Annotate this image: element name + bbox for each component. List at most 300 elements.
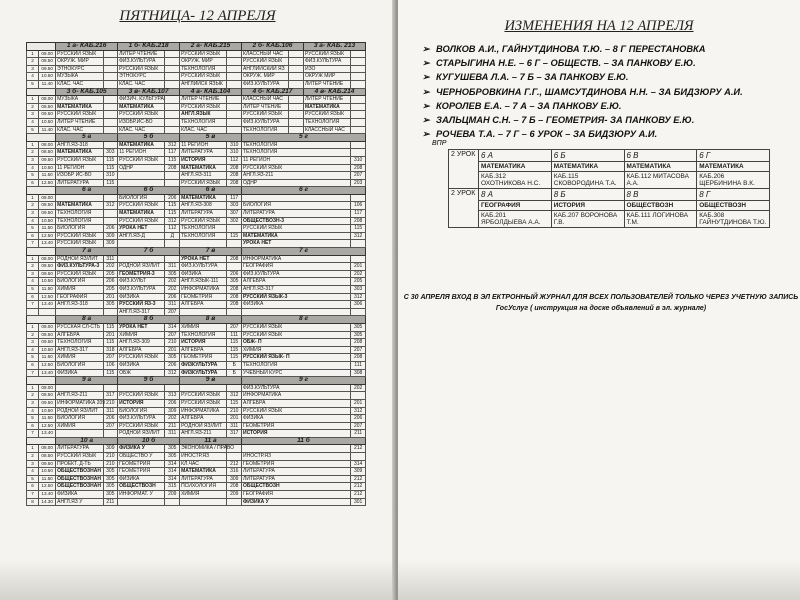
subject-cell: МАТЕМАТИКА — [56, 103, 103, 111]
lesson-number: 3 — [27, 111, 39, 119]
subject-cell: МАТЕМАТИКА — [303, 103, 350, 111]
lesson-time: 11.50 — [39, 415, 56, 423]
subject-cell: ОДНР — [242, 179, 351, 187]
subject-cell: МАТЕМАТИКА — [118, 210, 165, 218]
subject-cell: ЛИТЕР ЧТЕНИЕ — [180, 96, 227, 104]
change-text: РОЧЕВА Т.А. – 7 Г – 6 УРОК – ЗА БИДЗЮРУ А.И. — [436, 129, 658, 140]
arrow-bullet-icon: ➢ — [422, 129, 430, 140]
room-cell: 115 — [103, 156, 118, 164]
room-cell: 207 — [165, 331, 180, 339]
room-cell — [351, 255, 366, 263]
lesson-row — [27, 58, 366, 66]
subject-cell: ЭТНОКУРС — [56, 65, 103, 73]
vpr-class: 6 Г — [697, 150, 770, 162]
room-cell — [103, 384, 118, 392]
vpr-room-row — [449, 211, 770, 228]
change-item — [422, 127, 743, 141]
lesson-time: 09.50 — [39, 111, 56, 119]
room-cell: 117 — [227, 194, 242, 202]
subject-cell: ФИЗИКА — [118, 475, 165, 483]
lesson-number: 4 — [27, 278, 39, 286]
lesson-number: 5 — [27, 415, 39, 423]
subject-cell: РОДНОЙ ЯЗ/ЛИТ — [118, 430, 165, 438]
arrow-bullet-icon: ➢ — [422, 115, 430, 126]
room-cell: 309 — [227, 475, 242, 483]
lesson-row — [27, 323, 366, 331]
room-cell: 309 — [103, 232, 118, 240]
room-cell — [165, 96, 180, 104]
vpr-room: КАБ.206 ЩЕРБИНИНА В.К. — [697, 172, 770, 189]
change-text: КОРОЛЕВ Е.А. – 7 А – ЗА ПАНКОВУ Е.Ю. — [436, 100, 622, 111]
room-cell — [351, 453, 366, 461]
room-cell: 203 — [351, 179, 366, 187]
subject-cell: ГЕОМЕТРИЯ — [180, 354, 227, 362]
room-cell: 308 — [351, 369, 366, 377]
lesson-row — [27, 475, 366, 483]
room-cell: 303 — [227, 202, 242, 210]
room-cell: 305 — [165, 445, 180, 453]
room-cell: 115 — [165, 210, 180, 218]
room-cell: 201 — [227, 415, 242, 423]
subject-cell: МАТЕМАТИКА — [242, 232, 351, 240]
subject-cell: ИНФОРМАТИКА — [242, 392, 351, 400]
vpr-lesson-label: 2 УРОК — [449, 189, 479, 228]
subject-cell: ПРОЕКТ. Д-ТЬ — [56, 460, 103, 468]
class-header: 5 в — [180, 134, 242, 142]
room-cell: 117 — [165, 149, 180, 157]
lesson-number: 6 — [27, 232, 39, 240]
lesson-row — [27, 80, 366, 88]
subject-cell: ФИЗ.КУЛЬТУРА — [303, 58, 350, 66]
room-cell: 111 — [227, 331, 242, 339]
subject-cell: ОБЩЕСТВОЗН-3 — [242, 217, 351, 225]
room-cell: 205 — [351, 278, 366, 286]
subject-cell: МАТЕМАТИКА — [56, 149, 103, 157]
room-cell — [103, 430, 118, 438]
room-cell: 311 — [165, 301, 180, 309]
subject-cell: КЛАС. ЧАС — [56, 80, 103, 88]
subject-cell: ФИЗИКА — [118, 361, 165, 369]
room-cell: 206 — [103, 415, 118, 423]
lesson-row — [27, 498, 366, 506]
lesson-number: 1 — [27, 445, 39, 453]
lesson-row — [27, 354, 366, 362]
subject-cell: КЛАССНЫЙ ЧАС — [303, 126, 350, 134]
subject-cell: ГЕОМЕТРИЯ — [242, 460, 351, 468]
class-header: 1 а- КАБ.216 — [56, 43, 118, 51]
lesson-time: 11.40 — [39, 126, 56, 134]
room-cell — [103, 73, 118, 81]
room-cell: 115 — [103, 164, 118, 172]
subject-cell: КЛАС. ЧАС — [180, 126, 227, 134]
subject-cell: ОКРУЖ. МИР — [56, 58, 103, 66]
subject-cell: АЛГЕБРА — [242, 399, 351, 407]
subject-cell: РУССКИЙ ЯЗЫК — [180, 392, 227, 400]
subject-cell: МАТЕМАТИКА — [180, 194, 227, 202]
subject-cell: ИЗОБР ИС-ВО — [56, 172, 103, 180]
lesson-number: 1 — [27, 96, 39, 104]
room-cell — [351, 141, 366, 149]
room-cell: 206 — [165, 194, 180, 202]
lesson-row — [27, 308, 366, 316]
subject-cell: ИНФОРМАТИКА 209 — [57, 399, 106, 406]
lesson-row — [27, 278, 366, 286]
arrow-bullet-icon: ➢ — [422, 44, 430, 54]
room-cell: 305 — [227, 278, 242, 286]
subject-cell: АНГЛИЙСКИЙ ЯЗ — [242, 65, 289, 73]
vpr-room: КАБ.201 ЯРБОЛДЫЕВА А.А. — [479, 211, 552, 228]
lesson-row — [27, 369, 366, 377]
subject-cell: АНГЛИЙСК ЯЗЫК — [180, 80, 227, 88]
header-spacer — [27, 316, 56, 324]
class-header: 6 а — [56, 187, 118, 195]
room-cell: 310 — [351, 156, 366, 164]
subject-cell: РУССКИЙ ЯЗЫК — [56, 50, 103, 58]
room-cell: 317 — [103, 392, 118, 400]
room-cell — [165, 80, 180, 88]
class-header: 11 а — [180, 437, 242, 445]
subject-cell: ФИЗ.КУЛЬТУРА — [242, 270, 351, 278]
lesson-time: 12.50 — [39, 293, 56, 301]
subject-cell: ХИМИЯ — [56, 422, 103, 430]
subject-cell: ЛИТЕР ЧТЕНИЕ — [118, 50, 165, 58]
room-cell — [227, 96, 242, 104]
lesson-time: 11.50 — [39, 475, 56, 483]
schedule-table — [26, 42, 366, 506]
lesson-time: 13.40 — [39, 491, 56, 499]
subject-cell: АЛГЕБРА — [180, 415, 227, 423]
lesson-number: 3 — [27, 65, 39, 73]
class-header: 8 г — [242, 316, 366, 324]
lesson-time: 09.50 — [39, 210, 56, 218]
lesson-number: 6 — [27, 293, 39, 301]
room-cell: 202 — [165, 286, 180, 294]
room-cell: 309 — [351, 468, 366, 476]
changes-title: ИЗМЕНЕНИЯ НА 12 АПРЕЛЯ — [504, 18, 694, 34]
lesson-row — [27, 346, 366, 354]
lesson-row — [27, 361, 366, 369]
room-cell — [351, 308, 366, 316]
class-header-row — [27, 43, 366, 51]
lesson-number: 5 — [27, 172, 39, 180]
subject-cell: ТЕХНОЛОГИЯ — [180, 225, 227, 233]
lesson-number: 2 — [27, 149, 39, 157]
vpr-room: КАБ.207 ВОРОНОВА Г.В. — [551, 211, 624, 228]
room-cell: 312 — [351, 293, 366, 301]
change-text: ЗАЛЬЦМАН С.Н. – 7 Б – ГЕОМЕТРИЯ- ЗА ПАНКОВУ Е.Ю. — [436, 115, 695, 126]
subject-cell: РУССКИЙ ЯЗЫК — [242, 164, 351, 172]
class-header-row — [27, 88, 366, 96]
subject-cell: БИОЛОГИЯ — [56, 415, 103, 423]
class-header: 10 б — [118, 437, 180, 445]
lesson-time: 13.40 — [39, 430, 56, 438]
lesson-time: 08.00 — [39, 255, 56, 263]
subject-cell: ТЕХНОЛОГИЯ — [180, 65, 227, 73]
lesson-number: 3 — [27, 270, 39, 278]
room-cell — [103, 58, 118, 66]
subject-cell: РУССКИЙ ЯЗЫК — [56, 156, 103, 164]
change-item — [422, 70, 743, 84]
lesson-row — [27, 491, 366, 499]
lesson-number: 3 — [27, 210, 39, 218]
lesson-number: 2 — [27, 331, 39, 339]
lesson-time: 12.50 — [39, 179, 56, 187]
lesson-row — [27, 392, 366, 400]
subject-cell: УРОКА НЕТ — [118, 323, 165, 331]
lesson-row — [27, 96, 366, 104]
lesson-time: 08.50 — [39, 331, 56, 339]
room-cell: 212 — [351, 445, 366, 453]
room-cell: 208 — [227, 483, 242, 491]
lesson-time: 10.50 — [39, 468, 56, 476]
lesson-number: 5 — [27, 286, 39, 294]
subject-cell: РУССКИЙ ЯЗЫК — [180, 217, 227, 225]
room-cell — [103, 210, 118, 218]
subject-cell: РУССКИЙ ЯЗЫК — [56, 111, 103, 119]
change-item — [422, 99, 743, 113]
subject-cell: ТЕХНОЛОГИЯ — [180, 331, 227, 339]
page-shadow — [0, 560, 395, 600]
lesson-number: 6 — [27, 483, 39, 491]
change-item — [422, 85, 743, 99]
room-cell: 112 — [227, 156, 242, 164]
room-cell — [351, 111, 366, 119]
subject-cell: РУССКИЙ ЯЗЫК — [118, 65, 165, 73]
subject-cell: ЛИТЕРАТУРА — [180, 475, 227, 483]
room-cell — [227, 58, 242, 66]
room-cell — [103, 118, 118, 126]
subject-cell — [56, 194, 103, 202]
room-cell: 314 — [165, 475, 180, 483]
class-header: 9 б — [118, 377, 180, 385]
subject-cell: МАТЕМАТИКА — [56, 202, 103, 210]
lesson-time: 11.50 — [39, 172, 56, 180]
room-cell: Б — [227, 369, 242, 377]
lesson-row — [27, 422, 366, 430]
lesson-time: 08.50 — [39, 202, 56, 210]
lesson-number: 2 — [27, 202, 39, 210]
room-cell: 201 — [351, 399, 366, 407]
subject-cell: ФИЗИКА — [56, 369, 103, 377]
subject-cell: ОБЩЕСТВОЗНАН — [56, 483, 103, 491]
subject-cell: ХИМИЯ — [56, 354, 103, 362]
room-cell: 106 — [351, 202, 366, 210]
room-cell — [165, 58, 180, 66]
subject-cell: ЭКОНОМИКА / ПРАВО — [181, 445, 235, 452]
lesson-number: 7 — [27, 491, 39, 499]
room-cell: 115 — [351, 225, 366, 233]
subject-cell — [118, 172, 165, 180]
room-cell — [165, 384, 180, 392]
lesson-number: 7 — [27, 240, 39, 248]
room-cell — [103, 217, 118, 225]
subject-cell — [180, 240, 227, 248]
class-header: 8 в — [180, 316, 242, 324]
room-cell: 207 — [351, 346, 366, 354]
subject-cell: ОБЩЕСТВОЗНАН — [56, 475, 103, 483]
room-cell: 206 — [351, 415, 366, 423]
lesson-row — [27, 460, 366, 468]
subject-cell: ФИЗКУЛЬТУРА — [180, 369, 227, 377]
header-spacer — [27, 377, 56, 385]
subject-cell: ФИЗИКА У — [242, 498, 351, 506]
subject-cell: ИСТОРИЯ — [180, 339, 227, 347]
room-cell — [165, 111, 180, 119]
subject-cell: АНГЛ.ЯЗ-317 — [242, 286, 351, 294]
subject-cell: ГЕОГРАФИЯ — [242, 263, 351, 271]
vpr-lesson-label: 2 УРОК — [449, 150, 479, 189]
change-text: ЧЕРНОБРОВКИНА Г.Г., ШАМСУТДИНОВА Н.Н. – ЗА БИДЗЮРУ А.И. — [436, 86, 743, 97]
room-cell — [351, 149, 366, 157]
subject-cell: ФИЗ.КУЛЬТУРА-3 — [56, 263, 103, 271]
page-shadow — [398, 560, 800, 600]
subject-cell: ТЕХНОЛОГИЯ — [180, 118, 227, 126]
header-spacer — [27, 43, 56, 51]
class-header: 5 б — [118, 134, 180, 142]
vpr-class-row — [449, 150, 770, 162]
room-cell: 202 — [351, 384, 366, 392]
room-cell: 307 — [227, 210, 242, 218]
lesson-time: 08.00 — [39, 445, 56, 453]
room-cell: 312 — [351, 232, 366, 240]
class-header-row — [27, 248, 366, 256]
change-item — [422, 42, 743, 56]
class-header: 9 в — [180, 377, 242, 385]
room-cell — [103, 50, 118, 58]
subject-cell: РУССКИЙ ЯЗЫК — [56, 270, 103, 278]
subject-cell: РУССКИЙ ЯЗЫК — [118, 202, 165, 210]
lesson-time: 08.00 — [39, 323, 56, 331]
subject-cell: РОДНОЙ ЯЗ/ЛИТ — [56, 255, 103, 263]
subject-cell: РУССКИЙ ЯЗЫК — [118, 156, 165, 164]
subject-cell — [118, 179, 165, 187]
vpr-subject: ОБЩЕСТВОЗН — [697, 201, 770, 211]
subject-cell: ЛИТЕРАТУРА — [180, 210, 227, 218]
subject-cell: РУССКИЙ ЯЗЫК — [180, 73, 227, 81]
subject-cell: ОБЖ — [118, 369, 165, 377]
room-cell: 212 — [351, 475, 366, 483]
lesson-number: 6 — [27, 361, 39, 369]
room-cell: 115 — [103, 369, 118, 377]
room-cell — [165, 65, 180, 73]
subject-cell: РУССКИЙ ЯЗЫК — [56, 240, 103, 248]
class-header: 10 а — [56, 437, 118, 445]
subject-cell — [242, 308, 351, 316]
change-item — [422, 56, 743, 70]
lesson-time: 11.50 — [39, 225, 56, 233]
subject-cell: ИНФОРМАТИКА — [180, 407, 227, 415]
lesson-number: 4 — [27, 164, 39, 172]
subject-cell: ИЗО — [303, 65, 350, 73]
subject-cell: КЛАС. ЧАС — [118, 126, 165, 134]
subject-cell: РУССКАЯ СЛ-СТЬ — [56, 323, 103, 331]
subject-cell: ИНОСТР.ЯЗ — [180, 453, 227, 461]
room-cell: 210 — [227, 407, 242, 415]
vpr-subject: ГЕОГРАФИЯ — [479, 201, 552, 211]
room-cell: 310 — [103, 172, 118, 180]
room-cell: 311 — [227, 422, 242, 430]
room-cell — [103, 308, 118, 316]
subject-cell: ТЕХНОЛОГИЯ — [242, 141, 351, 149]
lesson-number: 1 — [27, 141, 39, 149]
class-header: 3 в- КАБ.107 — [118, 88, 180, 96]
class-header: 5 г — [242, 134, 366, 142]
room-cell — [227, 384, 242, 392]
subject-cell: РУССКИЙ ЯЗЫК — [242, 58, 289, 66]
room-cell: 318 — [103, 346, 118, 354]
subject-cell: АНГЛ.ЯЗ-Д — [118, 232, 165, 240]
room-cell — [227, 65, 242, 73]
subject-cell: АНГЛ.ЯЗЫК-111 — [180, 278, 227, 286]
vpr-subject: ОБЩЕСТВОЗН — [624, 201, 697, 211]
room-cell — [351, 103, 366, 111]
room-cell — [103, 65, 118, 73]
room-cell — [351, 194, 366, 202]
subject-cell: ГЕОМЕТРИЯ — [118, 460, 165, 468]
header-spacer — [27, 437, 56, 445]
vpr-subject: ИСТОРИЯ — [551, 201, 624, 211]
subject-cell: РУССКИЙ ЯЗ-3 — [118, 301, 165, 309]
lesson-number: 6 — [27, 179, 39, 187]
subject-cell: ОБЖ- П — [242, 339, 351, 347]
subject-cell: ГЕОМЕТРИЯ — [118, 468, 165, 476]
subject-cell: АНГЛ.ЯЗ-308 — [180, 202, 227, 210]
room-cell: 208 — [227, 179, 242, 187]
vpr-subject: МАТЕМАТИКА — [551, 162, 624, 172]
lesson-row — [27, 270, 366, 278]
subject-cell: БИОЛОГИЯ — [56, 361, 103, 369]
subject-cell: УРОКА НЕТ — [118, 225, 165, 233]
subject-cell: МУЗЫКА — [56, 73, 103, 81]
subject-cell: ФИЗИКА — [118, 293, 165, 301]
lesson-time: 10.50 — [39, 118, 56, 126]
room-cell: 301 — [351, 498, 366, 506]
subject-cell: ОБЩЕСТВО У — [118, 453, 165, 461]
lesson-number: 1 — [27, 323, 39, 331]
room-cell: 208 — [227, 255, 242, 263]
room-cell: 206 — [165, 293, 180, 301]
subject-cell — [242, 194, 351, 202]
room-cell: 313 — [165, 392, 180, 400]
subject-cell: 11 РЕГИОН — [242, 156, 351, 164]
lesson-number: 4 — [27, 346, 39, 354]
subject-cell: ФИЗКУЛЬТУРА — [180, 361, 227, 369]
subject-cell: ОБЩЕСТВОЗН — [242, 483, 351, 491]
room-cell — [227, 126, 242, 134]
subject-cell: РУССКИЙ ЯЗЫК — [242, 111, 289, 119]
class-header: 5 а — [56, 134, 118, 142]
vpr-label: ВПР — [432, 140, 447, 147]
room-cell: 212 — [227, 460, 242, 468]
class-header: 7 б — [118, 248, 180, 256]
room-cell: 205 — [103, 286, 118, 294]
room-cell: 305 — [103, 468, 118, 476]
subject-cell: ГЕОМЕТРИЯ — [180, 293, 227, 301]
lesson-row — [27, 263, 366, 271]
room-cell: 310 — [227, 149, 242, 157]
room-cell: 311 — [165, 263, 180, 271]
room-cell — [351, 118, 366, 126]
lesson-time: 08.00 — [39, 194, 56, 202]
lesson-number: 7 — [27, 301, 39, 309]
class-header: 7 а — [56, 248, 118, 256]
subject-cell: БИОЛОГИЯ — [242, 202, 351, 210]
subject-cell: МАТЕМАТИКА — [180, 468, 227, 476]
lesson-row — [27, 445, 366, 453]
room-cell: 208 — [351, 339, 366, 347]
lesson-row — [27, 240, 366, 248]
room-cell: Б — [227, 361, 242, 369]
